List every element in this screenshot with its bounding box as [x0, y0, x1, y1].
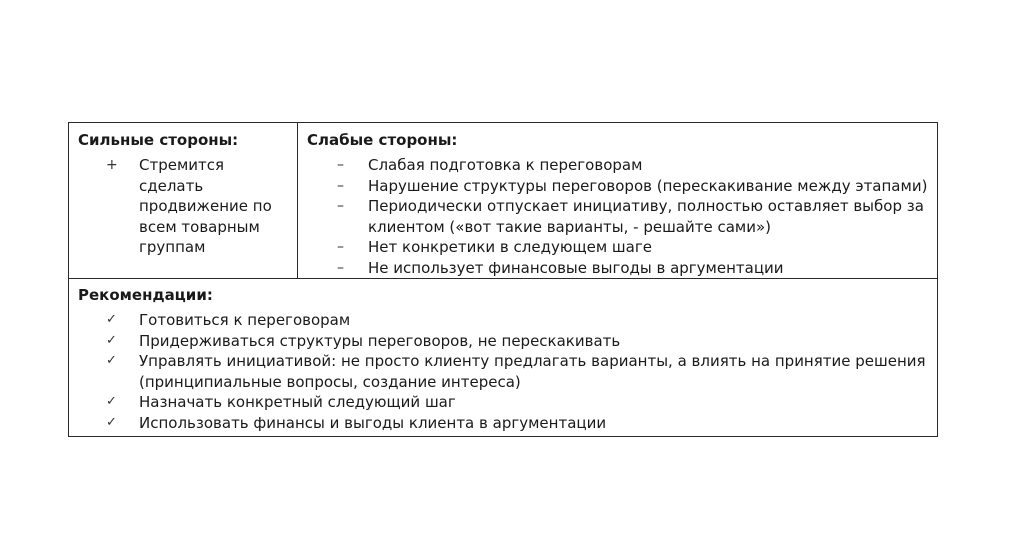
- checkmark-icon: ✓: [106, 332, 117, 348]
- weakness-item-text: Нет конкретики в следующем шаге: [368, 238, 652, 256]
- recommendations-heading: Рекомендации:: [78, 286, 213, 304]
- weakness-item: [337, 258, 938, 279]
- weakness-item-text: Не использует финансовые выгоды в аргументации: [368, 258, 784, 277]
- recommendation-item: [106, 331, 929, 352]
- recommendation-item-text: Готовиться к переговорам: [139, 311, 351, 329]
- strengths-heading: Сильные стороны:: [78, 131, 239, 149]
- recommendation-item: [106, 413, 929, 434]
- strengths-weaknesses-row: [69, 123, 937, 279]
- recommendation-item-text: Придерживаться структуры переговоров, не перескакивать: [139, 331, 621, 350]
- recommendations-cell: [69, 279, 937, 436]
- weakness-item: [337, 196, 938, 237]
- feedback-table: [68, 122, 938, 437]
- weakness-item: [337, 176, 938, 197]
- dash-icon: –: [337, 259, 344, 276]
- weakness-item: [337, 237, 938, 258]
- recommendation-item: [106, 310, 929, 331]
- weakness-item-text: Нарушение структуры переговоров (перескакивание между этапами): [368, 176, 928, 195]
- weaknesses-heading: Слабые стороны:: [307, 131, 458, 149]
- checkmark-icon: ✓: [106, 353, 117, 368]
- strengths-cell: [69, 123, 298, 278]
- strengths-list: [106, 155, 289, 258]
- weaknesses-cell: [298, 123, 937, 278]
- strength-item-text: Стремится сделать продвижение по всем товарным группам: [139, 156, 272, 256]
- dash-icon: –: [337, 177, 344, 194]
- recommendations-list: [106, 310, 929, 433]
- dash-icon: –: [337, 198, 344, 214]
- checkmark-icon: ✓: [106, 394, 117, 409]
- plus-icon: +: [106, 157, 118, 173]
- recommendation-item: [106, 351, 929, 392]
- recommendation-item-text: Управлять инициативой: не просто клиенту предлагать варианты, а влиять на принятие решения (принципиальные вопросы, создание интереса): [139, 352, 926, 391]
- checkmark-icon: ✓: [106, 312, 117, 327]
- weakness-item-text: Слабая подготовка к переговорам: [368, 156, 643, 174]
- checkmark-icon: ✓: [106, 414, 117, 430]
- weaknesses-list: [337, 155, 938, 278]
- recommendation-item: [106, 392, 929, 413]
- weakness-item-text: Периодически отпускает инициативу, полностью оставляет выбор за клиентом («вот такие варианты, - решайте сами»): [368, 197, 924, 236]
- recommendation-item-text: Использовать финансы и выгоды клиента в аргументации: [139, 413, 607, 432]
- recommendation-item-text: Назначать конкретный следующий шаг: [139, 393, 456, 411]
- weakness-item: [337, 155, 938, 176]
- dash-icon: –: [337, 157, 344, 173]
- dash-icon: –: [337, 239, 344, 255]
- strength-item: [106, 155, 289, 258]
